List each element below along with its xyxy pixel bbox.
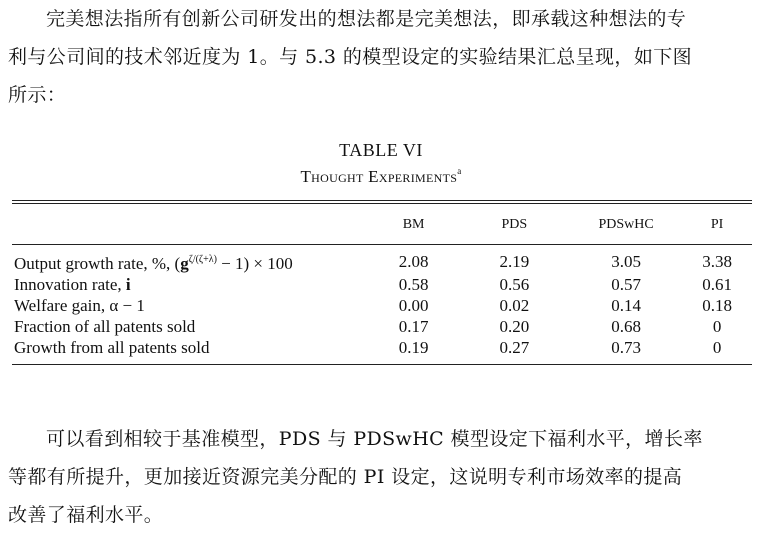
intro-line-3: 所示：: [8, 84, 67, 106]
conclusion-line-1: 可以看到相较于基准模型，PDS 与 PDSwHC 模型设定下福利水平，增长率: [46, 428, 703, 450]
cell-pdswhc: 0.57: [611, 275, 641, 294]
cell-pi: 0.61: [702, 275, 732, 294]
thought-experiments-table: [12, 206, 752, 358]
intro-line-1: 完美想法指所有创新公司研发出的想法都是完美想法，即承载这种想法的专: [46, 8, 687, 30]
header-empty-cell: [12, 206, 369, 244]
row-label: Innovation rate, i: [14, 275, 131, 294]
cell-bm: 0.17: [398, 317, 429, 336]
table-title: [0, 166, 762, 187]
table-number: TABLE VI: [339, 140, 423, 160]
table-row: [12, 316, 752, 337]
cell-pdswhc: 0.73: [611, 338, 641, 357]
table-top-rule: [12, 200, 752, 201]
table-title-note: a: [457, 166, 462, 176]
row-label: Output growth rate, %, $(g^{\zeta/(\zeta+\lambda)} - 1) \times 100$: [14, 254, 293, 273]
table-bottom-rule: [12, 364, 752, 365]
row-label: Growth from all patents sold: [14, 338, 210, 357]
table-row: [12, 295, 752, 316]
cell-pds: 2.19: [499, 252, 530, 271]
conclusion-line-3: 改善了福利水平。: [8, 504, 164, 526]
cell-pds: 0.27: [499, 338, 530, 357]
table-row: [12, 244, 752, 274]
table-row: [12, 274, 752, 295]
cell-pdswhc: 0.68: [611, 317, 641, 336]
intro-line-2: 利与公司间的技术邻近度为 1。与 5.3 的模型设定的实验结果汇总呈现，如下图: [8, 46, 693, 68]
row-label: Fraction of all patents sold: [14, 317, 196, 336]
table-header-row: [12, 206, 752, 244]
column-header-pi: PI: [710, 217, 724, 232]
cell-pdswhc: 3.05: [611, 252, 641, 271]
table-title-text: Thought Experiments: [300, 167, 458, 186]
table-row: [12, 337, 752, 358]
table-top-rule-inner: [12, 203, 752, 204]
cell-bm: 0.19: [398, 338, 429, 357]
cell-pds: 0.20: [499, 317, 530, 336]
column-header-pdswhc: PDSwHC: [598, 217, 654, 232]
cell-bm: 0.00: [398, 296, 429, 315]
cell-pds: 0.56: [499, 275, 530, 294]
column-header-pds: PDS: [501, 217, 528, 232]
cell-pdswhc: 0.14: [611, 296, 641, 315]
column-header-bm: BM: [402, 217, 425, 232]
cell-bm: 0.58: [398, 275, 429, 294]
cell-pi: 0.18: [702, 296, 732, 315]
conclusion-paragraph: [8, 420, 760, 534]
row-label: Welfare gain, α − 1: [14, 296, 145, 315]
conclusion-line-2: 等都有所提升，更加接近资源完美分配的 PI 设定，这说明专利市场效率的提高: [8, 466, 683, 488]
intro-paragraph: [8, 0, 760, 114]
cell-bm: 2.08: [398, 252, 429, 271]
cell-pi: 3.38: [702, 252, 732, 271]
cell-pi: 0: [712, 338, 722, 357]
cell-pi: 0: [712, 317, 722, 336]
cell-pds: 0.02: [499, 296, 530, 315]
